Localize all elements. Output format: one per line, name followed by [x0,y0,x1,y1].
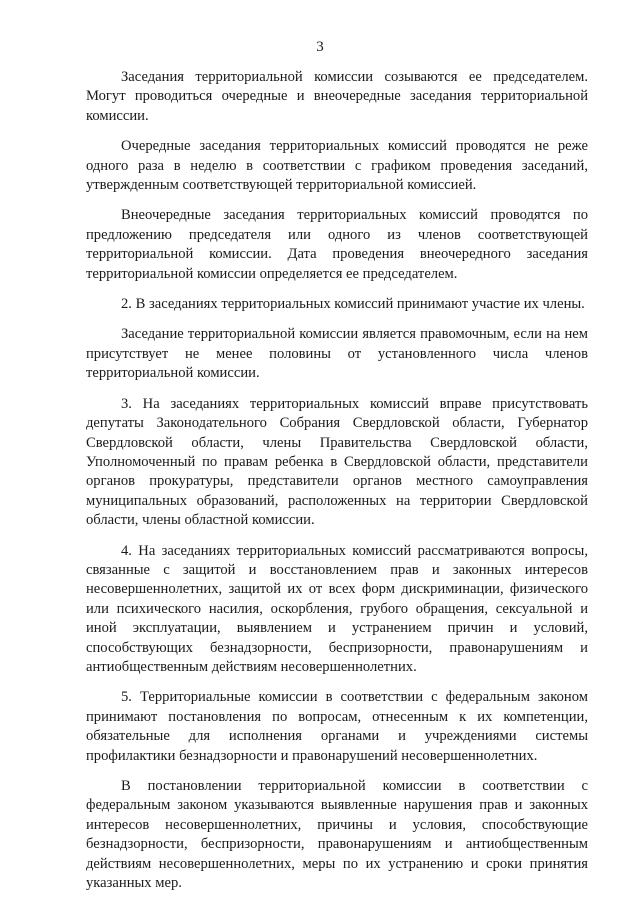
paragraph: Внеочередные заседания территориальных комиссий проводятся по предложению председателя или одного из членов соответствующей территориальной комиссии. Дата проведения внеочередного заседания территориальной комиссии определяется ее председателем. [86,207,588,282]
paragraph: Заседания территориальной комиссии созываются ее председателем. Могут проводиться очередные и внеочередные заседания территориальной комиссии. [86,69,588,124]
page-number: 3 [316,39,324,55]
paragraph: 5. Территориальные комиссии в соответствии с федеральным законом принимают постановления по вопросам, отнесенным к их компетенции, обязательные для исполнения органами и учреждениями системы профилактики безнадзорности и правонарушений несовершеннолетних. [86,689,588,764]
paragraph: 2. В заседаниях территориальных комиссий принимают участие их члены. [121,296,585,313]
document-body [86,68,588,904]
paragraph: 4. На заседаниях территориальных комиссий рассматриваются вопросы, связанные с защитой и восстановлением прав и законных интересов несовершеннолетних, защитой их от всех форм дискриминации, физического или психического насилия, оскорбления, грубого обращения, сексуальной и иной эксплуатации, выявлением и устранением причин и условий, способствующих безнадзорности, беспризорности, правонарушениям и антиобщественным действиям несовершеннолетних. [86,542,588,675]
paragraph: В постановлении территориальной комиссии в соответствии с федеральным законом указываются выявленные нарушения прав и законных интересов несовершеннолетних, причины и условия, способствующие безнадзорности, беспризорности, правонарушениям и антиобщественным действиям несовершеннолетних, меры по их устранению и сроки принятия указанных мер. [86,778,588,892]
paragraph: Очередные заседания территориальных комиссий проводятся не реже одного раза в неделю в соответствии с графиком проведения заседаний, утвержденным соответствующей территориальной комиссией. [86,138,588,194]
paragraph: 3. На заседаниях территориальных комиссий вправе присутствовать депутаты Законодательного Собрания Свердловской области, Губернатор Свердловской области, члены Правительства Свердловской области, Уполномоченный по правам ребенка в Свердловской области, представители органов прокуратуры, представители органов местного самоуправления муниципальных образований, расположенных на территории Свердловской области, члены областной комиссии. [86,395,588,529]
paragraph: Заседание территориальной комиссии является правомочным, если на нем присутствует не менее половины от установленного числа членов территориальной комиссии. [86,326,588,382]
